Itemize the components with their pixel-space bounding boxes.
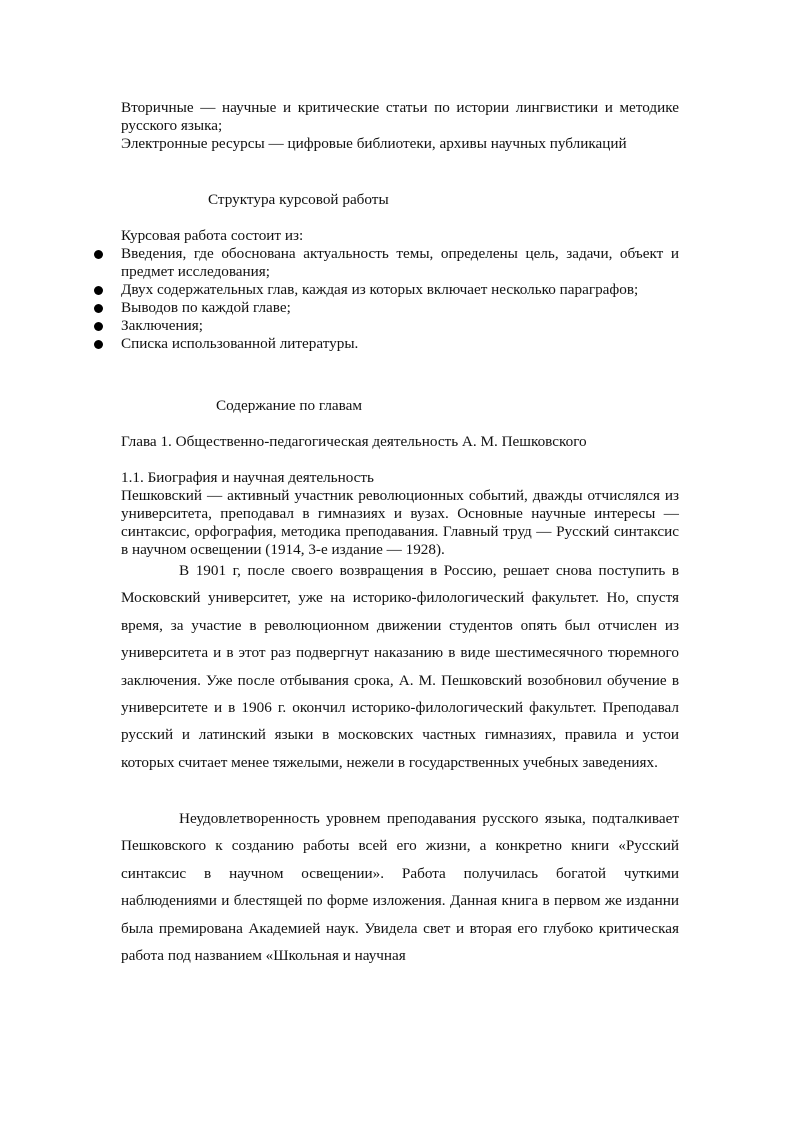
- list-item: Списка использованной литературы.: [0, 335, 679, 353]
- list-item: Двух содержательных глав, каждая из которых включает несколько параграфов;: [0, 281, 679, 299]
- section-title: 1.1. Биография и научная деятельность: [121, 469, 374, 486]
- structure-list: [0, 245, 800, 353]
- secondary-sources-text: [121, 99, 679, 135]
- structure-heading: Структура курсовой работы: [208, 191, 389, 208]
- paragraph-1: В 1901 г, после своего возвращения в Россию, решает снова поступить в Московский университет, уже на историко-филологический факультет. Но, спустя время, за участие в революционном движении студентов опять был отчислен из университета и в этот раз подвергнут наказанию в виде шестимесячного тюремного заключения. Уже после отбывания срока, А. М. Пешковский возобновил обучение в университете и в 1906 г. окончил историко-филологический факультет. Преподавал русский и латинский языки в московских частных гимназиях, правила и устои которых считает менее тяжелыми, нежели в государственных учебных заведениях.: [121, 562, 679, 771]
- bullet-dot-icon: [94, 250, 103, 259]
- bullet-dot-icon: [94, 304, 103, 313]
- list-item: Заключения;: [0, 317, 679, 335]
- structure-intro: Курсовая работа состоит из:: [121, 227, 304, 244]
- electronic-resources-text: Электронные ресурсы — цифровые библиотеки, архивы научных публикаций: [121, 135, 627, 152]
- contents-heading: Содержание по главам: [216, 397, 362, 414]
- bullet-dot-icon: [94, 286, 103, 295]
- paragraph-2: Неудовлетворенность уровнем преподавания русского языка, подталкивает Пешковского к созданию работы всей его жизни, а конкретно книги «Русский синтаксис в научном освещении». Работа получилась богатой чуткими наблюдениями и блестящей по форме изложения. Данная книга в первом же изданни была премирована Академией наук. Увидела свет и вторая его глубоко критическая работа под названием «Школьная и научная: [121, 810, 679, 965]
- list-item: Введения, где обоснована актуальность темы, определены цель, задачи, объект и предмет исследования;: [0, 245, 679, 281]
- list-item: Выводов по каждой главе;: [0, 299, 679, 317]
- secondary-sources-line: Вторичные — научные и критические статьи по истории лингвистики и методике русского языка;: [121, 99, 679, 134]
- bullet-dot-icon: [94, 340, 103, 349]
- chapter1-title: Глава 1. Общественно-педагогическая деятельность А. М. Пешковского: [121, 433, 587, 450]
- section-text: Пешковский — активный участник революционных событий, дважды отчислялся из университета, преподавал в гимназиях и вузах. Основные научные интересы — синтаксис, орфография, методика преподавания. Главный труд — Русский синтаксис в научном освещении (1914, 3-е издание — 1928).: [121, 487, 679, 558]
- bullet-dot-icon: [94, 322, 103, 331]
